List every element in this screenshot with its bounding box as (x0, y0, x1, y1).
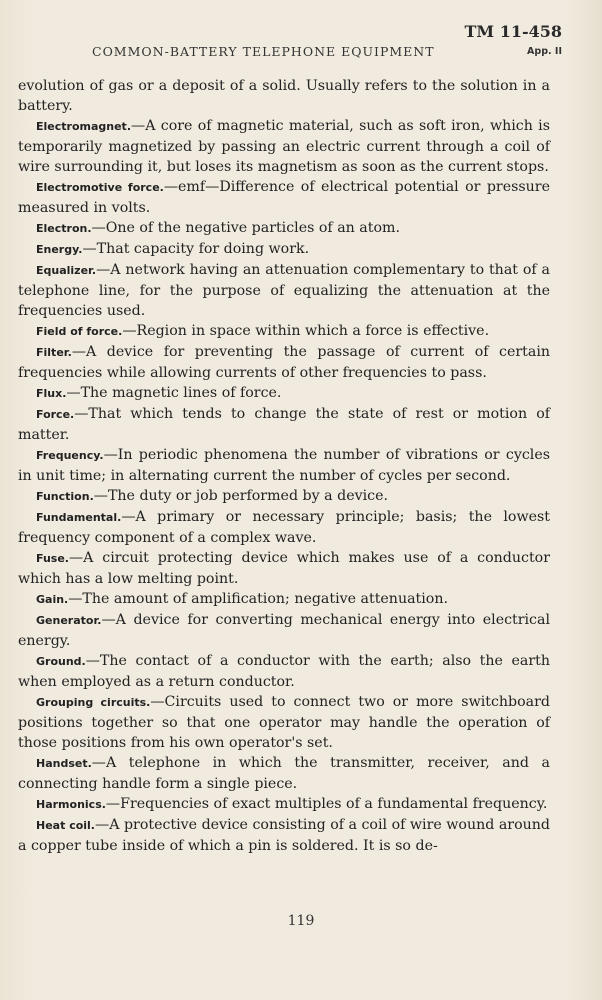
entry-term: Handset. (36, 757, 92, 770)
entry-definition: —The contact of a conductor with the earth; also the earth when employed as a return conductor. (18, 653, 550, 690)
header-title: COMMON-BATTERY TELEPHONE EQUIPMENT (92, 44, 435, 59)
page-number: 119 (287, 913, 315, 929)
entry-definition: —A core of magnetic material, such as soft iron, which is temporarily magnetized by passing an electric current through a coil of wire surrounding it, but loses its magnetism as soon as the current stops. (18, 118, 550, 175)
entry-term: Grouping circuits. (36, 696, 151, 709)
appendix-label: App. II (527, 46, 562, 57)
entry-term: Energy. (36, 243, 83, 256)
glossary-entry (18, 507, 550, 548)
entry-term: Flux. (36, 387, 67, 400)
entry-definition: —A circuit protecting device which makes use of a conductor which has a low melting point. (18, 550, 550, 587)
glossary-entry (18, 445, 550, 486)
glossary-entry (18, 321, 550, 342)
entry-definition: —That capacity for doing work. (82, 241, 310, 257)
entry-definition: —emf—Difference of electrical potential or pressure measured in volts. (18, 179, 550, 216)
running-header (92, 44, 562, 62)
glossary-entry (18, 239, 550, 260)
glossary-body (18, 76, 550, 856)
entry-definition: —The amount of amplification; negative attenuation. (68, 591, 448, 607)
glossary-entry (18, 548, 550, 589)
entry-term: Equalizer. (36, 264, 97, 277)
entry-term: Heat coil. (36, 819, 95, 832)
glossary-entry (18, 260, 550, 321)
entry-definition: —In periodic phenomena the number of vibrations or cycles in unit time; in alternating current the number of cycles per second. (18, 447, 550, 484)
document-id: TM 11-458 (464, 22, 562, 41)
entry-term: Electromagnet. (36, 120, 131, 133)
entry-term: Harmonics. (36, 798, 106, 811)
entry-definition: —The duty or job performed by a device. (93, 488, 388, 504)
glossary-entry (18, 589, 550, 610)
glossary-entries (18, 116, 550, 856)
entry-definition: —A primary or necessary principle; basis; the lowest frequency component of a complex wave. (18, 509, 550, 546)
glossary-entry (18, 342, 550, 383)
entry-term: Force. (36, 408, 75, 421)
entry-definition: —One of the negative particles of an atom. (91, 220, 400, 236)
entry-definition: —A network having an attenuation complementary to that of a telephone line, for the purpose of equalizing the attenuation at the frequencies used. (18, 262, 550, 319)
glossary-entry (18, 794, 550, 815)
glossary-entry (18, 753, 550, 794)
glossary-entry (18, 692, 550, 753)
entry-definition: —Frequencies of exact multiples of a fundamental frequency. (105, 796, 548, 812)
glossary-entry (18, 815, 550, 856)
entry-term: Generator. (36, 614, 102, 627)
glossary-entry (18, 651, 550, 692)
entry-term: Electromotive force. (36, 181, 164, 194)
glossary-entry (18, 486, 550, 507)
glossary-entry (18, 218, 550, 239)
entry-definition: —Circuits used to connect two or more switchboard positions together so that one operator may handle the operation of those positions from his own operator's set. (18, 694, 550, 751)
glossary-entry (18, 116, 550, 177)
entry-term: Filter. (36, 346, 72, 359)
entry-term: Gain. (36, 593, 69, 606)
entry-term: Ground. (36, 655, 86, 668)
glossary-entry (18, 383, 550, 404)
entry-term: Fuse. (36, 552, 69, 565)
glossary-entry (18, 610, 550, 651)
entry-term: Field of force. (36, 325, 123, 338)
entry-definition: —The magnetic lines of force. (66, 385, 282, 401)
entry-term: Function. (36, 490, 94, 503)
continuation-paragraph: evolution of gas or a deposit of a solid. Usually refers to the solution in a battery. (18, 78, 550, 114)
entry-definition: —That which tends to change the state of rest or motion of matter. (18, 406, 550, 443)
entry-definition: —Region in space within which a force is effective. (122, 323, 490, 339)
entry-term: Frequency. (36, 449, 104, 462)
entry-term: Electron. (36, 222, 92, 235)
entry-definition: —A device for preventing the passage of current of certain frequencies while allowing currents of other frequencies to pass. (18, 344, 550, 381)
glossary-entry (18, 177, 550, 218)
entry-definition: —A protective device consisting of a coil of wire wound around a copper tube inside of which a pin is soldered. It is so de- (18, 817, 550, 854)
entry-definition: —A telephone in which the transmitter, receiver, and a connecting handle form a single piece. (18, 755, 550, 792)
entry-definition: —A device for converting mechanical energy into electrical energy. (18, 612, 550, 649)
glossary-entry (18, 404, 550, 445)
entry-term: Fundamental. (36, 511, 122, 524)
